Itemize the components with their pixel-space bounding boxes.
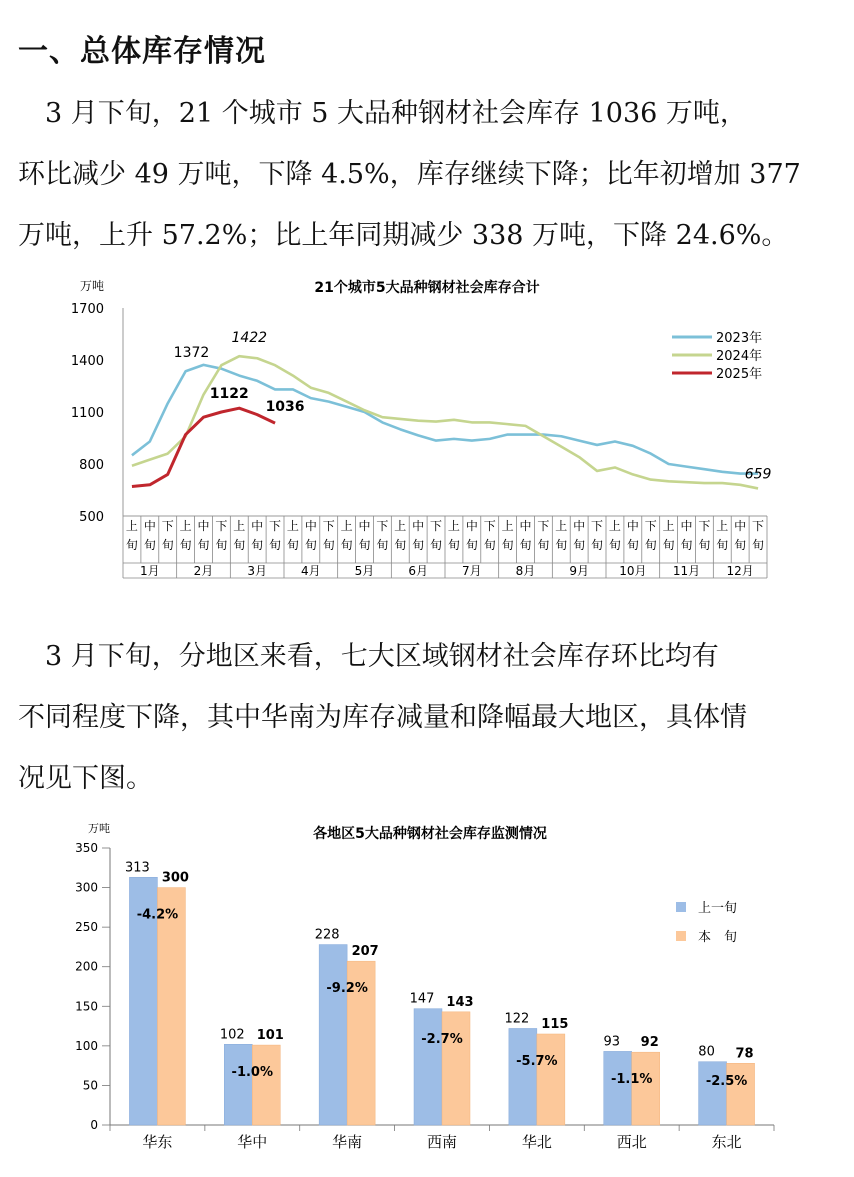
legend-swatch bbox=[676, 902, 686, 912]
y-axis-unit: 万吨 bbox=[80, 279, 105, 293]
period-label-bottom: 旬 bbox=[394, 538, 407, 552]
legend-label: 上一旬 bbox=[698, 901, 738, 916]
month-label: 4月 bbox=[301, 564, 321, 578]
series-line-0 bbox=[132, 365, 758, 474]
category-label: 华北 bbox=[521, 1133, 552, 1151]
y-tick-label: 50 bbox=[82, 1078, 98, 1093]
period-label-bottom: 旬 bbox=[734, 538, 747, 552]
period-label: 下 bbox=[752, 519, 765, 533]
category-label: 东北 bbox=[711, 1133, 742, 1151]
period-label-bottom: 旬 bbox=[680, 538, 693, 552]
period-label: 下 bbox=[322, 519, 335, 533]
period-label: 中 bbox=[573, 519, 586, 533]
period-label-bottom: 旬 bbox=[626, 538, 639, 552]
legend-swatch bbox=[676, 931, 686, 941]
y-tick-label: 500 bbox=[79, 510, 104, 525]
paragraph-line: 环比减少 49 万吨，下降 4.5%，库存继续下降；比年初增加 377 bbox=[18, 159, 801, 190]
period-label-bottom: 旬 bbox=[340, 538, 353, 552]
legend-label: 2025年 bbox=[716, 367, 763, 382]
legend-label: 本 旬 bbox=[698, 930, 738, 945]
period-label-bottom: 旬 bbox=[465, 538, 478, 552]
bar-previous-2 bbox=[319, 945, 347, 1125]
period-label: 中 bbox=[412, 519, 425, 533]
period-label: 中 bbox=[734, 519, 747, 533]
y-axis-unit: 万吨 bbox=[88, 822, 110, 835]
series-line-1 bbox=[132, 356, 758, 488]
period-label-bottom: 旬 bbox=[412, 538, 425, 552]
bar-current-3 bbox=[442, 1012, 470, 1125]
category-label: 西北 bbox=[616, 1133, 647, 1151]
period-label-bottom: 旬 bbox=[430, 538, 443, 552]
period-label-bottom: 旬 bbox=[376, 538, 389, 552]
category-label: 华南 bbox=[332, 1133, 363, 1151]
paragraph-summary bbox=[18, 83, 838, 266]
period-label-bottom: 旬 bbox=[501, 538, 514, 552]
period-label-bottom: 旬 bbox=[662, 538, 675, 552]
month-label: 10月 bbox=[619, 564, 647, 578]
bar-current-4 bbox=[537, 1034, 565, 1125]
month-label: 8月 bbox=[515, 564, 536, 578]
period-label-bottom: 旬 bbox=[483, 538, 496, 552]
period-label: 下 bbox=[430, 519, 443, 533]
period-label: 上 bbox=[125, 519, 138, 533]
category-label: 华东 bbox=[142, 1133, 173, 1151]
y-tick-label: 1400 bbox=[70, 354, 104, 369]
bar-value-previous: 93 bbox=[603, 1034, 620, 1050]
period-label: 中 bbox=[465, 519, 478, 533]
period-label-bottom: 旬 bbox=[251, 538, 264, 552]
bar-value-previous: 122 bbox=[504, 1011, 530, 1027]
paragraph-line: 况见下图。 bbox=[18, 763, 153, 794]
series-line-2 bbox=[132, 408, 275, 486]
period-label: 下 bbox=[644, 519, 657, 533]
period-label-bottom: 旬 bbox=[591, 538, 604, 552]
period-label: 上 bbox=[394, 519, 407, 533]
bar-change-label: -2.5% bbox=[705, 1074, 748, 1089]
period-label-bottom: 旬 bbox=[161, 538, 174, 552]
period-label-bottom: 旬 bbox=[233, 538, 246, 552]
period-label: 上 bbox=[340, 519, 353, 533]
period-label-bottom: 旬 bbox=[269, 538, 282, 552]
bar-previous-5 bbox=[604, 1051, 632, 1125]
bar-value-current: 143 bbox=[446, 994, 474, 1010]
legend-label: 2024年 bbox=[716, 349, 763, 364]
y-tick-label: 1100 bbox=[70, 406, 104, 421]
chart-title: 21个城市5大品种钢材社会库存合计 bbox=[314, 280, 540, 296]
bar-value-current: 101 bbox=[256, 1028, 284, 1044]
data-annotation: 1422 bbox=[231, 330, 268, 347]
period-label: 下 bbox=[698, 519, 711, 533]
period-label: 上 bbox=[716, 519, 729, 533]
bar-value-previous: 313 bbox=[125, 860, 150, 876]
bar-change-label: -9.2% bbox=[326, 981, 368, 997]
period-label: 上 bbox=[608, 519, 621, 533]
y-tick-label: 100 bbox=[75, 1038, 98, 1053]
period-label-bottom: 旬 bbox=[608, 538, 621, 552]
period-label: 上 bbox=[179, 519, 192, 533]
y-tick-label: 0 bbox=[90, 1118, 98, 1132]
bar-previous-3 bbox=[414, 1009, 442, 1125]
period-label-bottom: 旬 bbox=[555, 538, 568, 552]
data-annotation: 1122 bbox=[209, 386, 249, 403]
bar-previous-1 bbox=[224, 1044, 252, 1125]
paragraph-line: 万吨，上升 57.2%；比上年同期减少 338 万吨，下降 24.6%。 bbox=[18, 220, 789, 251]
period-label: 上 bbox=[555, 519, 568, 533]
bar-current-6 bbox=[727, 1063, 755, 1125]
paragraph-line: 3 月下旬，21 个城市 5 大品种钢材社会库存 1036 万吨， bbox=[18, 98, 747, 129]
month-label: 6月 bbox=[408, 564, 428, 578]
bar-change-label: -1.0% bbox=[231, 1065, 274, 1081]
legend-label: 2023年 bbox=[716, 331, 763, 346]
period-label: 下 bbox=[537, 519, 550, 533]
period-label-bottom: 旬 bbox=[644, 538, 657, 552]
data-annotation: 659 bbox=[744, 466, 772, 483]
period-label: 中 bbox=[626, 519, 639, 533]
category-label: 西南 bbox=[426, 1133, 458, 1151]
period-label-bottom: 旬 bbox=[304, 538, 317, 552]
bar-change-label: -4.2% bbox=[136, 907, 179, 923]
category-label: 华中 bbox=[237, 1133, 268, 1151]
month-label: 7月 bbox=[462, 564, 482, 578]
bar-previous-6 bbox=[699, 1062, 727, 1125]
month-label: 2月 bbox=[193, 564, 214, 578]
bar-current-0 bbox=[157, 888, 185, 1125]
total-inventory-line-chart bbox=[0, 268, 854, 590]
bar-value-current: 78 bbox=[735, 1046, 754, 1062]
y-tick-label: 350 bbox=[75, 841, 98, 855]
y-tick-label: 200 bbox=[75, 959, 98, 974]
bar-previous-4 bbox=[509, 1028, 537, 1125]
period-label-bottom: 旬 bbox=[358, 538, 371, 552]
y-tick-label: 800 bbox=[79, 458, 104, 473]
period-label: 上 bbox=[447, 519, 460, 533]
period-label: 中 bbox=[358, 519, 371, 533]
period-label: 下 bbox=[483, 519, 496, 533]
bar-change-label: -2.7% bbox=[421, 1031, 463, 1047]
paragraph-line: 3 月下旬，分地区来看，七大区域钢材社会库存环比均有 bbox=[18, 641, 719, 672]
period-label: 上 bbox=[501, 519, 514, 533]
period-label: 中 bbox=[680, 519, 693, 533]
month-label: 3月 bbox=[247, 564, 267, 578]
regional-inventory-bar-chart bbox=[0, 812, 854, 1173]
month-label: 1月 bbox=[140, 564, 160, 578]
period-label: 下 bbox=[269, 519, 282, 533]
period-label-bottom: 旬 bbox=[143, 538, 156, 552]
bar-value-current: 207 bbox=[351, 944, 379, 960]
period-label: 下 bbox=[161, 519, 174, 533]
period-label-bottom: 旬 bbox=[447, 538, 460, 552]
y-tick-label: 300 bbox=[75, 880, 98, 895]
period-label: 中 bbox=[143, 519, 156, 533]
paragraph-regional bbox=[18, 626, 838, 809]
bar-value-previous: 228 bbox=[314, 927, 340, 943]
bar-value-previous: 147 bbox=[409, 991, 435, 1007]
bar-value-current: 115 bbox=[541, 1016, 569, 1032]
period-label: 中 bbox=[304, 519, 317, 533]
y-tick-label: 250 bbox=[75, 920, 98, 935]
period-label-bottom: 旬 bbox=[698, 538, 711, 552]
period-label-bottom: 旬 bbox=[215, 538, 228, 552]
bar-value-previous: 102 bbox=[219, 1027, 245, 1043]
section-heading: 一、总体库存情况 bbox=[18, 34, 266, 69]
period-label-bottom: 旬 bbox=[537, 538, 550, 552]
period-label-bottom: 旬 bbox=[519, 538, 532, 552]
period-label-bottom: 旬 bbox=[286, 538, 299, 552]
bar-value-previous: 80 bbox=[698, 1044, 715, 1060]
month-label: 5月 bbox=[354, 564, 375, 578]
chart-title: 各地区5大品种钢材社会库存监测情况 bbox=[313, 826, 547, 842]
data-annotation: 1372 bbox=[173, 344, 210, 361]
month-label: 9月 bbox=[569, 564, 589, 578]
bar-value-current: 300 bbox=[161, 870, 189, 886]
bar-change-label: -5.7% bbox=[516, 1053, 558, 1069]
period-label: 上 bbox=[286, 519, 299, 533]
period-label-bottom: 旬 bbox=[716, 538, 729, 552]
period-label: 下 bbox=[376, 519, 389, 533]
y-tick-label: 1700 bbox=[70, 302, 104, 317]
period-label: 下 bbox=[591, 519, 604, 533]
period-label-bottom: 旬 bbox=[125, 538, 138, 552]
period-label-bottom: 旬 bbox=[179, 538, 192, 552]
bar-current-1 bbox=[252, 1045, 280, 1125]
month-label: 11月 bbox=[672, 564, 701, 578]
period-label: 上 bbox=[662, 519, 675, 533]
period-label: 中 bbox=[251, 519, 264, 533]
month-label: 12月 bbox=[726, 564, 754, 578]
paragraph-line: 不同程度下降，其中华南为库存减量和降幅最大地区，具体情 bbox=[18, 702, 747, 733]
bar-current-5 bbox=[632, 1052, 660, 1125]
period-label: 中 bbox=[197, 519, 210, 533]
period-label-bottom: 旬 bbox=[573, 538, 586, 552]
period-label: 中 bbox=[519, 519, 532, 533]
period-label: 上 bbox=[233, 519, 246, 533]
period-label-bottom: 旬 bbox=[197, 538, 210, 552]
period-label: 下 bbox=[215, 519, 228, 533]
bar-change-label: -1.1% bbox=[610, 1072, 653, 1088]
data-annotation: 1036 bbox=[265, 399, 305, 416]
y-tick-label: 150 bbox=[75, 999, 98, 1014]
period-label-bottom: 旬 bbox=[752, 538, 765, 552]
period-label-bottom: 旬 bbox=[322, 538, 335, 552]
bar-value-current: 92 bbox=[640, 1035, 659, 1051]
